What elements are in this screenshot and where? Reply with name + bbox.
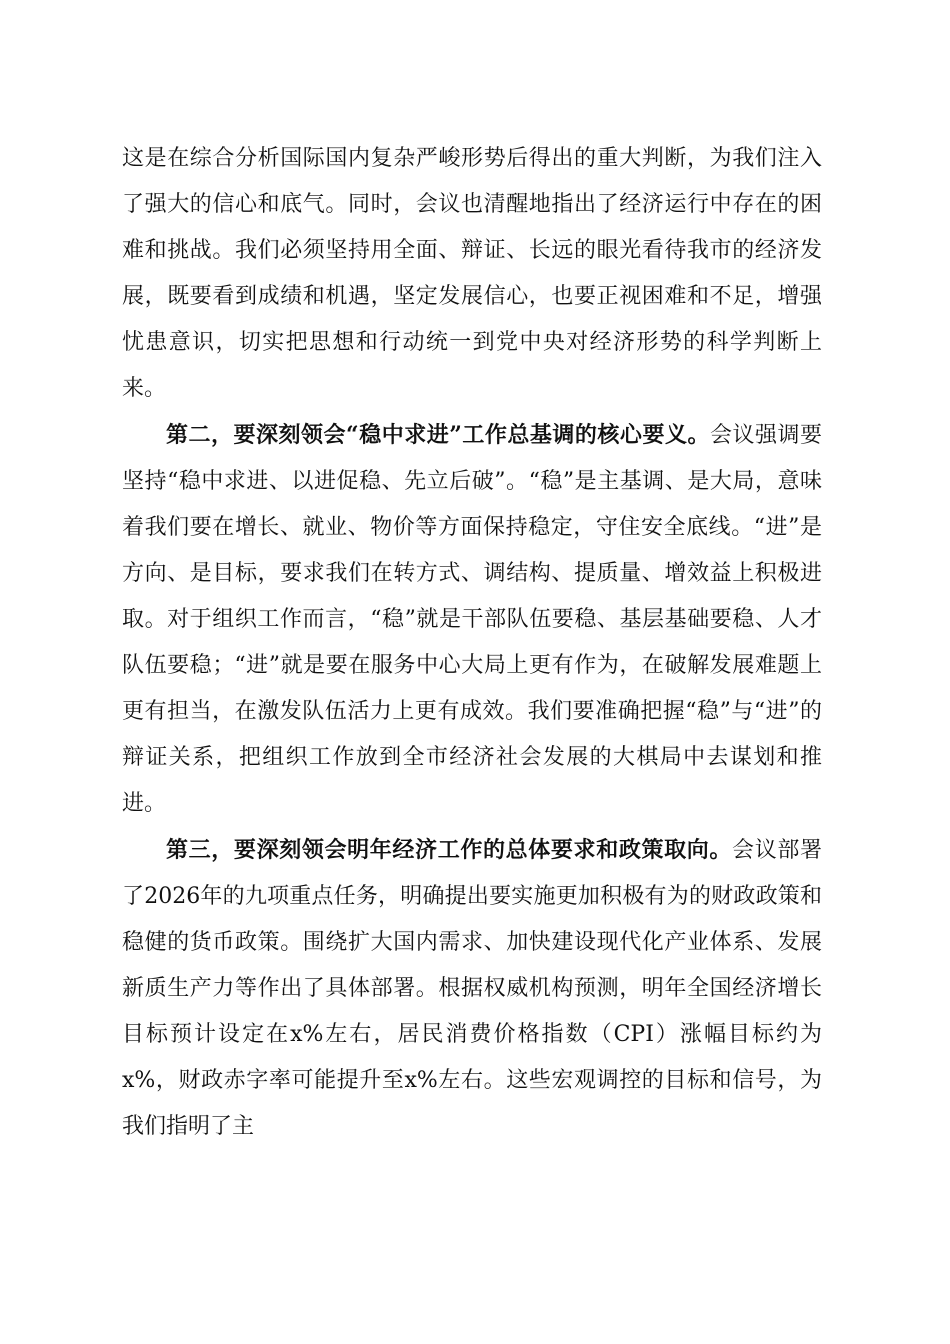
paragraph-1 [122,136,822,412]
paragraph-3 [122,827,822,1150]
paragraph-2-text: 会议强调要坚持“稳中求进、以进促稳、先立后破”。“稳”是主基调、是大局，意味着我们要在增长、就业、物价等方面保持稳定，守住安全底线。“进”是方向、是目标，要求我们在转方式、调结构、提质量、增效益上积极进取。对于组织工作而言，“稳”就是干部队伍要稳、基层基础要稳、人才队伍要稳；“进”就是要在服务中心大局上更有作为，在破解发展难题上更有担当，在激发队伍活力上更有成效。我们要准确把握“稳”与“进”的辩证关系，把组织工作放到全市经济社会发展的大棋局中去谋划和推进。 [122,423,822,816]
document-body [122,136,822,1150]
paragraph-3-heading: 第三，要深刻领会明年经济工作的总体要求和政策取向。 [166,837,733,863]
paragraph-2-heading: 第二，要深刻领会“稳中求进”工作总基调的核心要义。 [166,422,710,448]
paragraph-1-text: 这是在综合分析国际国内复杂严峻形势后得出的重大判断，为我们注入了强大的信心和底气。同时，会议也清醒地指出了经济运行中存在的困难和挑战。我们必须坚持用全面、辩证、长远的眼光看待我市的经济发展，既要看到成绩和机遇，坚定发展信心，也要正视困难和不足，增强忧患意识，切实把思想和行动统一到党中央对经济形势的科学判断上来。 [122,146,822,401]
paragraph-3-text: 会议部署了2026年的九项重点任务，明确提出要实施更加积极有为的财政政策和稳健的货币政策。围绕扩大国内需求、加快建设现代化产业体系、发展新质生产力等作出了具体部署。根据权威机构预测，明年全国经济增长目标预计设定在x%左右，居民消费价格指数（CPI）涨幅目标约为x%，财政赤字率可能提升至x%左右。这些宏观调控的目标和信号，为我们指明了主 [122,838,822,1139]
paragraph-2 [122,412,822,827]
